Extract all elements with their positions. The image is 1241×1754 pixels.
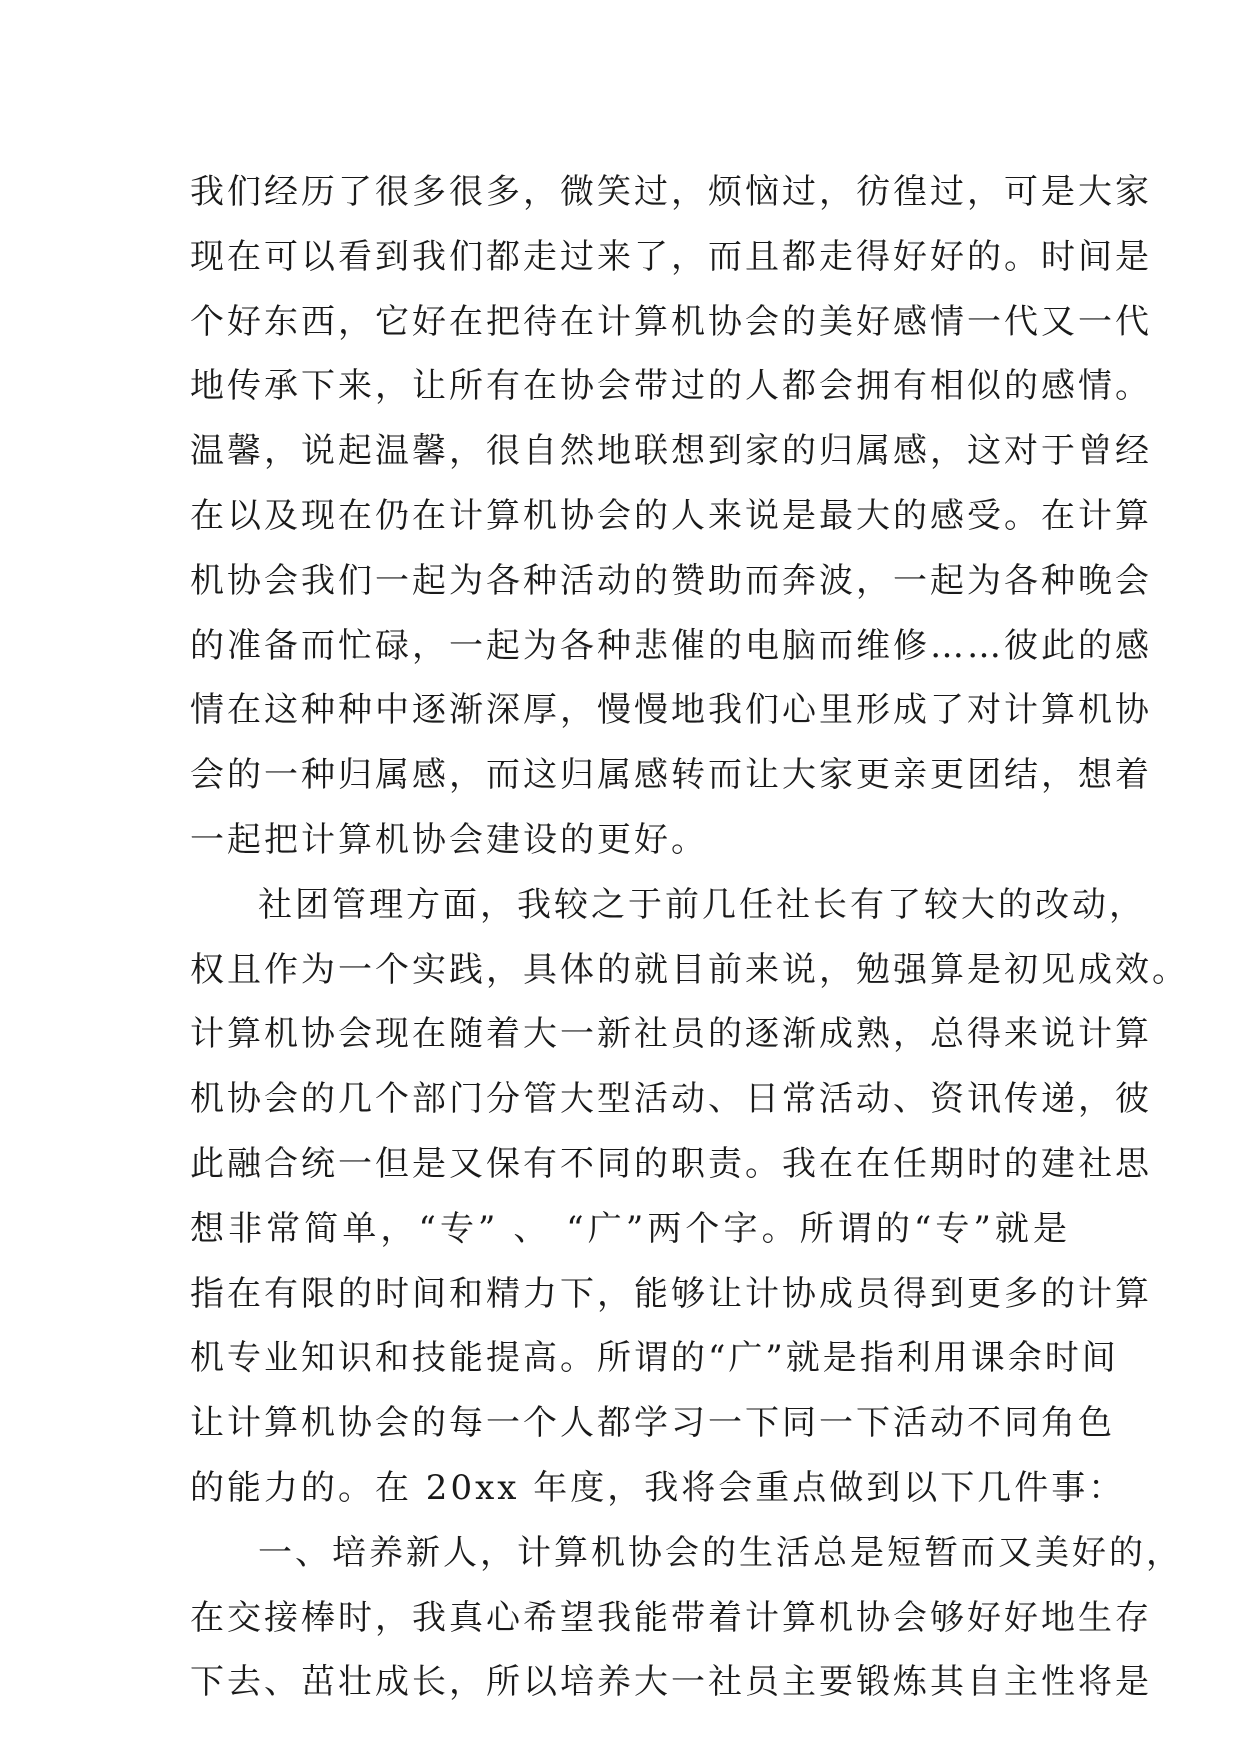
text-line: 一起把计算机协会建设的更好。 [190, 819, 708, 860]
text-line: 权且作为一个实践，具体的就目前来说，勉强算是初见成效。 [190, 949, 1189, 990]
text-line: 下去、茁壮成长，所以培养大一社员主要锻炼其自主性将是 [190, 1662, 1152, 1703]
text-line: 指在有限的时间和精力下，能够让计协成员得到更多的计算 [190, 1273, 1152, 1314]
text-line: 的准备而忙碌，一起为各种悲催的电脑而维修……彼此的感 [190, 625, 1152, 666]
paragraph-start-line: 一、培养新人，计算机协会的生活总是短暂而又美好的， [258, 1532, 1183, 1573]
text-line: 在交接棒时，我真心希望我能带着计算机协会够好好地生存 [190, 1597, 1152, 1638]
document-body [190, 160, 1189, 1715]
text-line: 机协会我们一起为各种活动的赞助而奔波，一起为各种晚会 [190, 560, 1152, 601]
paragraph-start-line: 社团管理方面，我较之于前几任社长有了较大的改动， [258, 884, 1146, 925]
text-line: 温馨，说起温馨，很自然地联想到家的归属感，这对于曾经 [190, 431, 1152, 472]
text-line: 现在可以看到我们都走过来了，而且都走得好好的。时间是 [190, 236, 1152, 277]
text-line: 个好东西，它好在把待在计算机协会的美好感情一代又一代 [190, 301, 1152, 342]
text-line: 计算机协会现在随着大一新社员的逐渐成熟，总得来说计算 [190, 1014, 1152, 1055]
text-line: 机协会的几个部门分管大型活动、日常活动、资讯传递，彼 [190, 1079, 1152, 1120]
text-line: 机专业知识和技能提高。所谓的“广”就是指利用课余时间 [190, 1338, 1119, 1379]
text-line: 地传承下来，让所有在协会带过的人都会拥有相似的感情。 [190, 366, 1152, 407]
text-line: 我们经历了很多很多，微笑过，烦恼过，彷徨过，可是大家 [190, 172, 1152, 212]
text-line: 想非常简单，“专” 、 “广”两个字。所谓的“专”就是 [190, 1208, 1070, 1249]
text-line: 的能力的。在 20xx 年度，我将会重点做到以下几件事： [190, 1467, 1126, 1508]
text-line: 在以及现在仍在计算机协会的人来说是最大的感受。在计算 [190, 495, 1152, 536]
text-line: 情在这种种中逐渐深厚，慢慢地我们心里形成了对计算机协 [190, 690, 1152, 731]
text-line: 此融合统一但是又保有不同的职责。我在在任期时的建社思 [190, 1143, 1152, 1184]
text-line: 让计算机协会的每一个人都学习一下同一下活动不同角色 [190, 1403, 1115, 1444]
text-line: 会的一种归属感，而这归属感转而让大家更亲更团结，想着 [190, 755, 1152, 796]
